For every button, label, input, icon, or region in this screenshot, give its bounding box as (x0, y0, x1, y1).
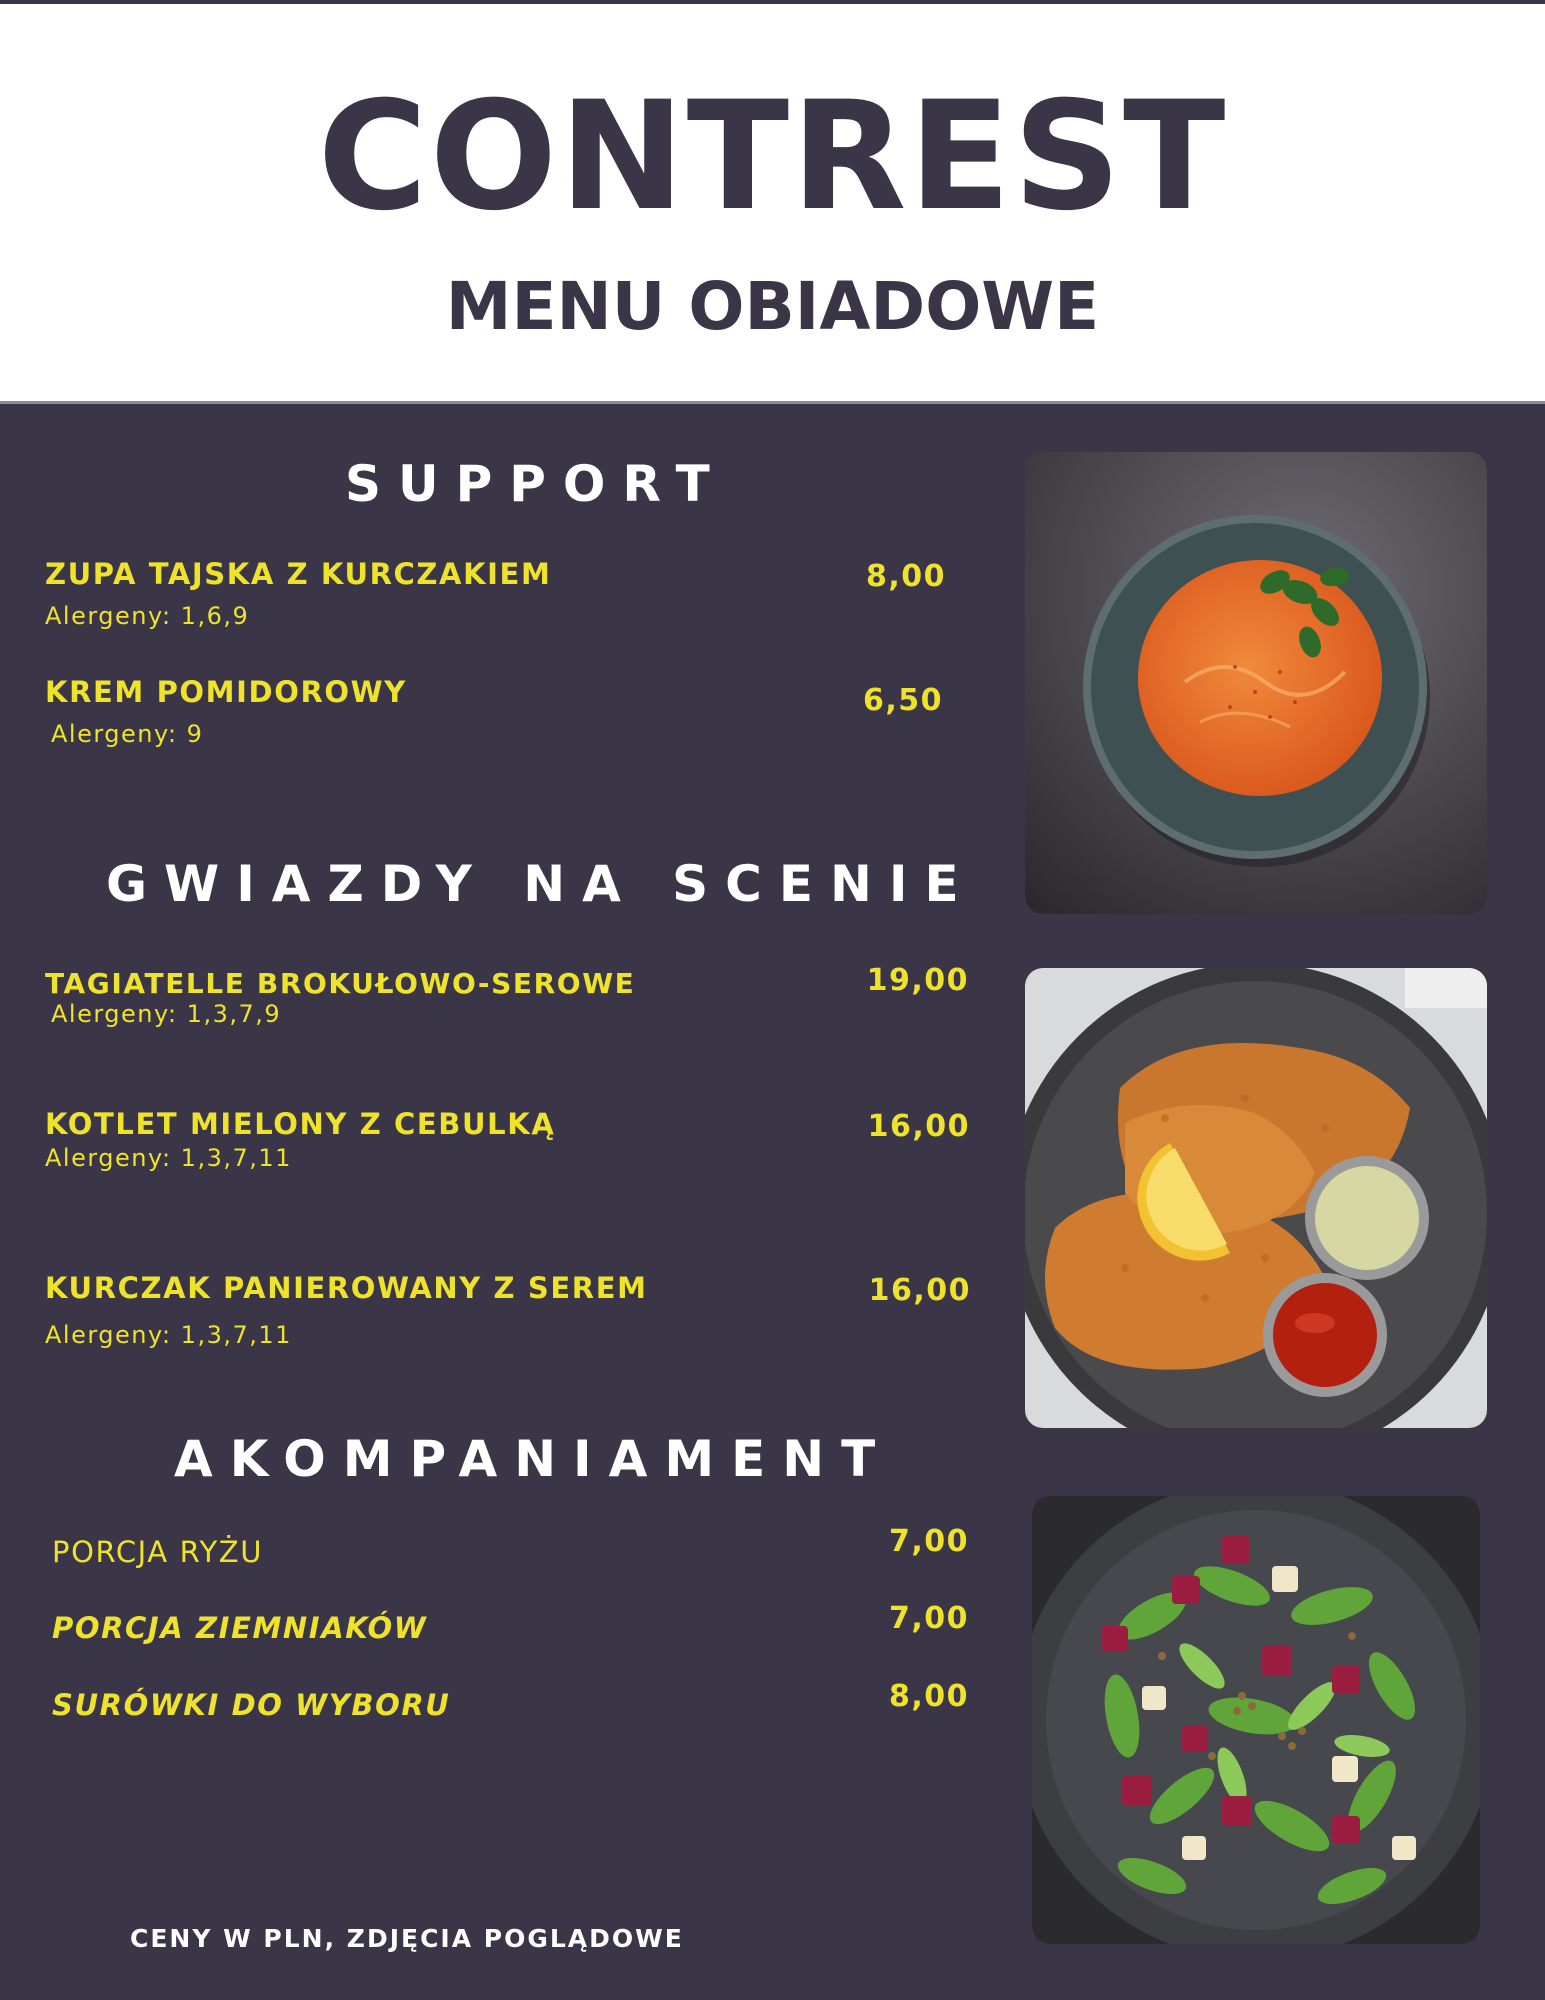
footer-note: CENY W PLN, ZDJĘCIA POGLĄDOWE (130, 1924, 684, 1953)
section-title-gwiazdy: GWIAZDY NA SCENIE (106, 855, 976, 913)
section-title-support: SUPPORT (345, 455, 727, 513)
schnitzel-plate-photo (1025, 968, 1487, 1428)
menu-item-allergens: Alergeny: 1,3,7,9 (51, 1000, 282, 1028)
soup-bowl-photo (1025, 452, 1487, 914)
menu-item-name: KOTLET MIELONY Z CEBULKĄ (45, 1107, 556, 1141)
salad-plate-photo (1032, 1496, 1480, 1944)
menu-item-price: 6,50 (862, 683, 943, 718)
section-title-akompaniament: AKOMPANIAMENT (174, 1430, 893, 1488)
menu-subtitle: MENU OBIADOWE (445, 268, 1100, 345)
schnitzel-plate-icon (1025, 968, 1487, 1428)
menu-item-price: 8,00 (865, 559, 946, 594)
brand-title: CONTREST (317, 70, 1228, 244)
menu-item-price: 16,00 (868, 1273, 971, 1308)
menu-item-name: PORCJA ZIEMNIAKÓW (52, 1611, 428, 1645)
menu-item-price: 7,00 (888, 1524, 969, 1559)
header (0, 0, 1545, 403)
menu-item-name: ZUPA TAJSKA Z KURCZAKIEM (45, 557, 552, 591)
menu-item-price: 19,00 (866, 963, 969, 998)
menu-item-price: 16,00 (867, 1109, 970, 1144)
salad-plate-icon (1032, 1496, 1480, 1944)
menu-item-name: SURÓWKI DO WYBORU (52, 1688, 451, 1722)
menu-item-allergens: Alergeny: 1,6,9 (45, 602, 250, 630)
soup-bowl-icon (1025, 452, 1487, 914)
menu-item-name: TAGIATELLE BROKUŁOWO-SEROWE (45, 967, 636, 1000)
menu-item-price: 7,00 (888, 1601, 969, 1636)
menu-item-allergens: Alergeny: 1,3,7,11 (45, 1321, 292, 1349)
header-divider (0, 401, 1545, 404)
menu-item-name: KURCZAK PANIEROWANY Z SEREM (45, 1271, 648, 1305)
menu-item-allergens: Alergeny: 9 (51, 720, 204, 748)
menu-item-allergens: Alergeny: 1,3,7,11 (45, 1144, 292, 1172)
menu-item-price: 8,00 (888, 1679, 969, 1714)
menu-item-name: PORCJA RYŻU (52, 1535, 264, 1569)
menu-item-name: KREM POMIDOROWY (45, 675, 407, 709)
